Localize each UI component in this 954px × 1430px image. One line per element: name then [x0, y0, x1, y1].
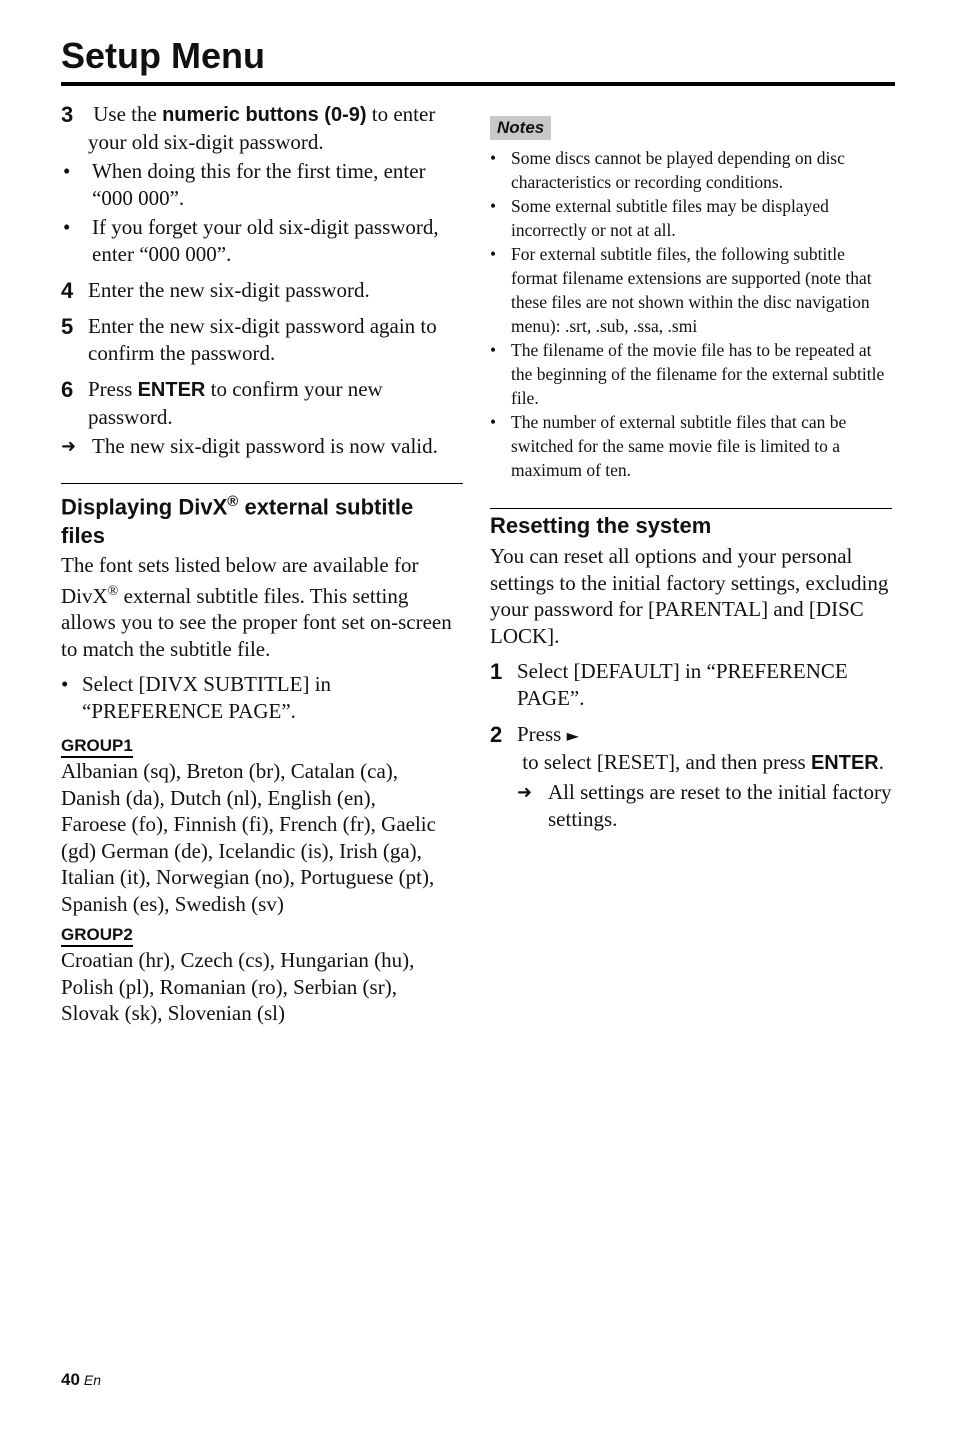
bullet-text: When doing this for the first time, enter “000 000”.: [92, 159, 426, 210]
reset-step-2: [490, 721, 892, 777]
bullet-mark: •: [63, 215, 71, 239]
bullet-mark: •: [63, 159, 71, 183]
page-footer: [61, 1370, 101, 1390]
right-column: [490, 96, 892, 833]
step-number: 5: [61, 314, 74, 339]
step-text: Press: [88, 377, 138, 401]
enter-button-label: ENTER: [137, 379, 206, 401]
arrow-icon: ➜: [517, 782, 533, 803]
intro-text: external subtitle files. This setting allows you to see the proper font set on-screen to match the subtitle file.: [61, 583, 452, 661]
reset-intro: You can reset all options and your personal settings to the initial factory settings, excluding your password for [PARENTAL] and [DISC LOCK].: [490, 544, 889, 648]
bullet-mark: •: [490, 412, 497, 432]
step-text: to select [RESET], and then press: [517, 750, 811, 774]
page-number: 40: [61, 1370, 80, 1389]
step-number: 1: [490, 659, 503, 684]
step-text: Select [DEFAULT] in “PREFERENCE PAGE”.: [517, 659, 848, 710]
note-text: The number of external subtitle files that can be switched for the same movie file is limited to a maximum of ten.: [511, 412, 847, 480]
step-result: [61, 433, 463, 460]
right-arrow-icon: ►: [566, 726, 579, 745]
bullet-mark: •: [490, 148, 497, 168]
note-item: [490, 338, 892, 410]
group1-languages: Albanian (sq), Breton (br), Catalan (ca), Danish (da), Dutch (nl), English (en), Faroese (fo), Finnish (fi), French (fr), Gaelic (gd) German (de), Icelandic (is), Irish (ga), Italian (it), Norwegian (no), Portuguese (pt), Spanish (es), Swedish (sv): [61, 759, 436, 916]
note-item: [490, 146, 892, 194]
arrow-icon: ➜: [61, 436, 77, 457]
step-number: 6: [61, 377, 74, 402]
bullet-item: [61, 214, 463, 268]
reset-section-heading: Resetting the system: [490, 513, 712, 538]
step-number: 4: [61, 278, 74, 303]
divx-instruction: [61, 671, 463, 725]
language-code: En: [83, 1372, 102, 1388]
notes-list: [490, 146, 892, 482]
bullet-mark: •: [490, 196, 497, 216]
section-divider: [61, 483, 463, 484]
left-column: [61, 96, 463, 1027]
step-4: [61, 277, 463, 304]
notes-label: Notes: [490, 116, 551, 140]
step-text: Press: [517, 722, 567, 746]
note-text: Some external subtitle files may be displayed incorrectly or not at all.: [511, 196, 829, 240]
section-divider: [490, 508, 892, 509]
bullet-mark: •: [490, 340, 497, 360]
registered-mark: ®: [227, 493, 239, 510]
step-result: [517, 779, 892, 833]
page-title: Setup Menu: [61, 35, 265, 76]
numeric-buttons-label: numeric buttons (0-9): [162, 104, 367, 126]
step-text: to enter your old six-digit password.: [88, 102, 436, 154]
note-text: The filename of the movie file has to be repeated at the beginning of the filename for the external subtitle file.: [511, 340, 885, 408]
bullet-mark: •: [490, 244, 497, 264]
group2-block: [61, 925, 463, 1027]
note-text: For external subtitle files, the following subtitle format filename extensions are supported (note that these files are not shown within the disc navigation menu): .srt, .sub, .ssa, .smi: [511, 244, 872, 336]
step-5: [61, 313, 463, 367]
bullet-item: [61, 158, 463, 212]
note-item: [490, 242, 892, 338]
divx-section-heading: [61, 487, 463, 550]
bullet-mark: •: [61, 672, 69, 697]
group2-languages: Croatian (hr), Czech (cs), Hungarian (hu), Polish (pl), Romanian (ro), Serbian (sr), Slovak (sk), Slovenian (sl): [61, 948, 415, 1026]
result-text: The new six-digit password is now valid.: [92, 434, 438, 458]
step-text: Enter the new six-digit password.: [88, 278, 370, 302]
intro-text: The font sets listed below are available for DivX: [61, 553, 419, 608]
registered-mark: ®: [107, 583, 119, 599]
step-3: [61, 101, 463, 156]
step-6: [61, 376, 463, 431]
group2-label: GROUP2: [61, 925, 133, 947]
step-text: to confirm your new password.: [88, 377, 383, 429]
step-text: .: [878, 750, 884, 774]
note-item: [490, 194, 892, 242]
heading-text: Displaying DivX: [61, 494, 228, 520]
instruction-text: Select [DIVX SUBTITLE] in “PREFERENCE PAGE”.: [82, 672, 332, 724]
note-item: [490, 410, 892, 482]
enter-button-label: ENTER: [810, 752, 879, 774]
note-text: Some discs cannot be played depending on disc characteristics or recording conditions.: [511, 148, 845, 192]
reset-step-1: [490, 658, 892, 712]
result-text: All settings are reset to the initial factory settings.: [548, 780, 892, 831]
step-number: 2: [490, 722, 503, 747]
heading-text: external subtitle files: [61, 494, 414, 549]
step-text: Enter the new six-digit password again to confirm the password.: [88, 314, 437, 365]
step-text: Use the: [88, 102, 163, 126]
bullet-text: If you forget your old six-digit password, enter “000 000”.: [92, 215, 439, 266]
divx-intro: [61, 552, 463, 662]
step-number: 3: [61, 102, 74, 127]
title-divider: [61, 82, 895, 86]
group1-label: GROUP1: [61, 736, 133, 758]
group1-block: [61, 736, 463, 917]
